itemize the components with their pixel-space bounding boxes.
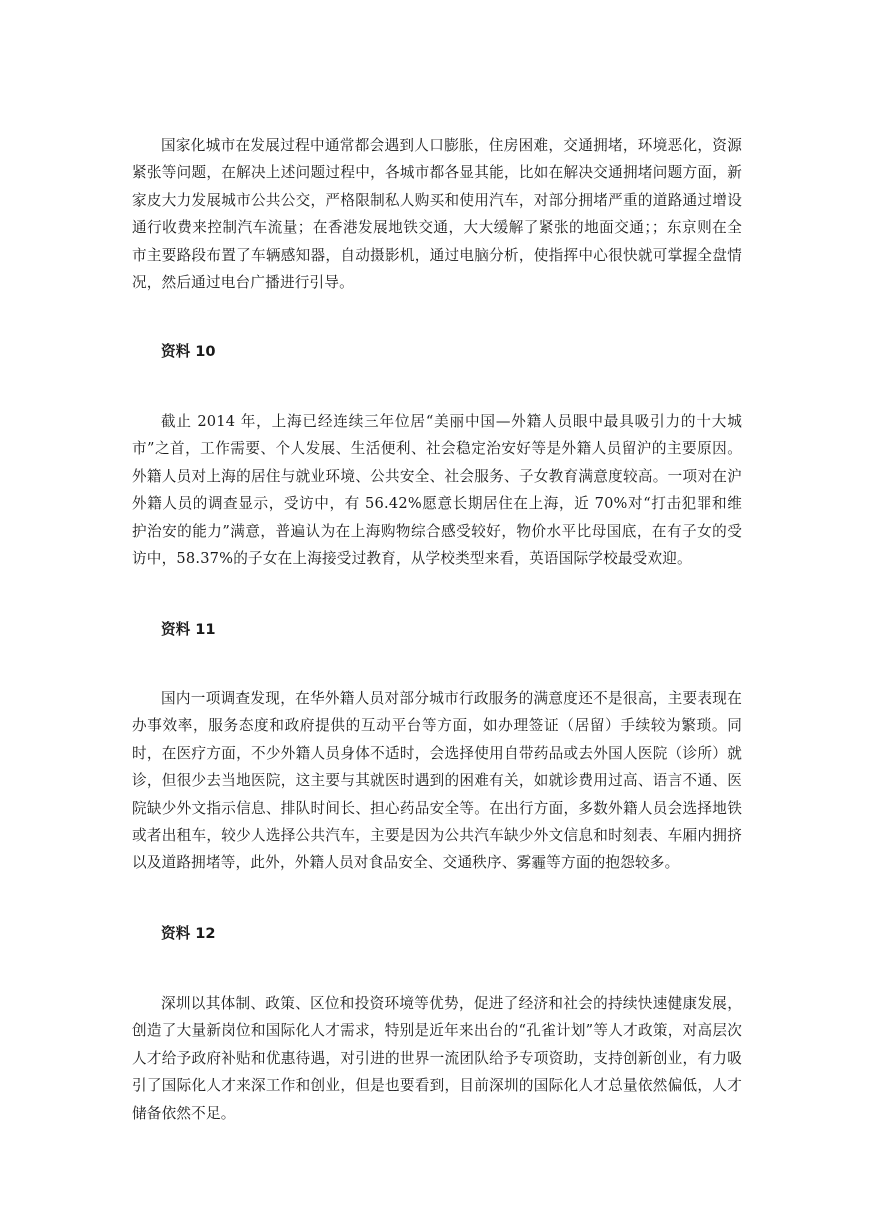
paragraph-shenzhen: 深圳以其体制、政策、区位和投资环境等优势，促进了经济和社会的持续快速健康发展，创造了大量新岗位和国际化人才需求，特别是近年来出台的“孔雀计划”等人才政策，对高层次人才给予政府补贴和优惠待遇，对引进的世界一流团队给予专项资助，支持创新创业，有力吸引了国际化人才来深工作和创业，但是也要看到，目前深圳的国际化人才总量依然偏低，人才储备依然不足。 bbox=[132, 995, 742, 1122]
paragraph-traffic: 国家化城市在发展过程中通常都会遇到人口膨胀，住房困难，交通拥堵，环境恶化，资源紧张等问题，在解决上述问题过程中，各城市都各显其能，比如在解决交通拥堵问题方面，新家皮大力发展城市公共公交，严格限制私人购买和使用汽车，对部分拥堵严重的道路通过增设通行收费来控制汽车流量；在香港发展地铁交通，大大缓解了紧张的地面交通；；东京则在全市主要路段布置了车辆感知器，自动摄影机，通过电脑分析，使指挥中心很快就可掌握全盘情况，然后通过电台广播进行引导。 bbox=[132, 137, 742, 292]
section-heading-10: 资料 10 bbox=[161, 343, 216, 360]
paragraph-shanghai: 截止 2014 年，上海已经连续三年位居“美丽中国—外籍人员眼中最具吸引力的十大城市”之首，工作需要、个人发展、生活便利、社会稳定治安好等是外籍人员留沪的主要原因。外籍人员对上海的居住与就业环境、公共安全、社会服务、子女教育满意度较高。一项对在沪外籍人员的调查显示，受访中，有 56.42%愿意长期居住在上海，近 70%对“打击犯罪和维护治安的能力”满意，普遍认为在上海购物综合感受较好，物价水平比母国底，在有子女的受访中，58.37%的子女在上海接受过教育，从学校类型来看，英语国际学校最受欢迎。 bbox=[132, 413, 742, 568]
paragraph-survey: 国内一项调查发现，在华外籍人员对部分城市行政服务的满意度还不是很高，主要表现在办事效率，服务态度和政府提供的互动平台等方面，如办理签证（居留）手续较为繁琐。同时，在医疗方面，不少外籍人员身体不适时，会选择使用自带药品或去外国人医院（诊所）就诊，但很少去当地医院，这主要与其就医时遇到的困难有关，如就诊费用过高、语言不通、医院缺少外文指示信息、排队时间长、担心药品安全等。在出行方面，多数外籍人员会选择地铁或者出租车，较少人选择公共汽车，主要是因为公共汽车缺少外文信息和时刻表、车厢内拥挤以及道路拥堵等，此外，外籍人员对食品安全、交通秩序、雾霾等方面的抱怨较多。 bbox=[132, 690, 742, 872]
section-heading-11: 资料 11 bbox=[161, 621, 216, 638]
section-heading-12: 资料 12 bbox=[161, 925, 216, 942]
